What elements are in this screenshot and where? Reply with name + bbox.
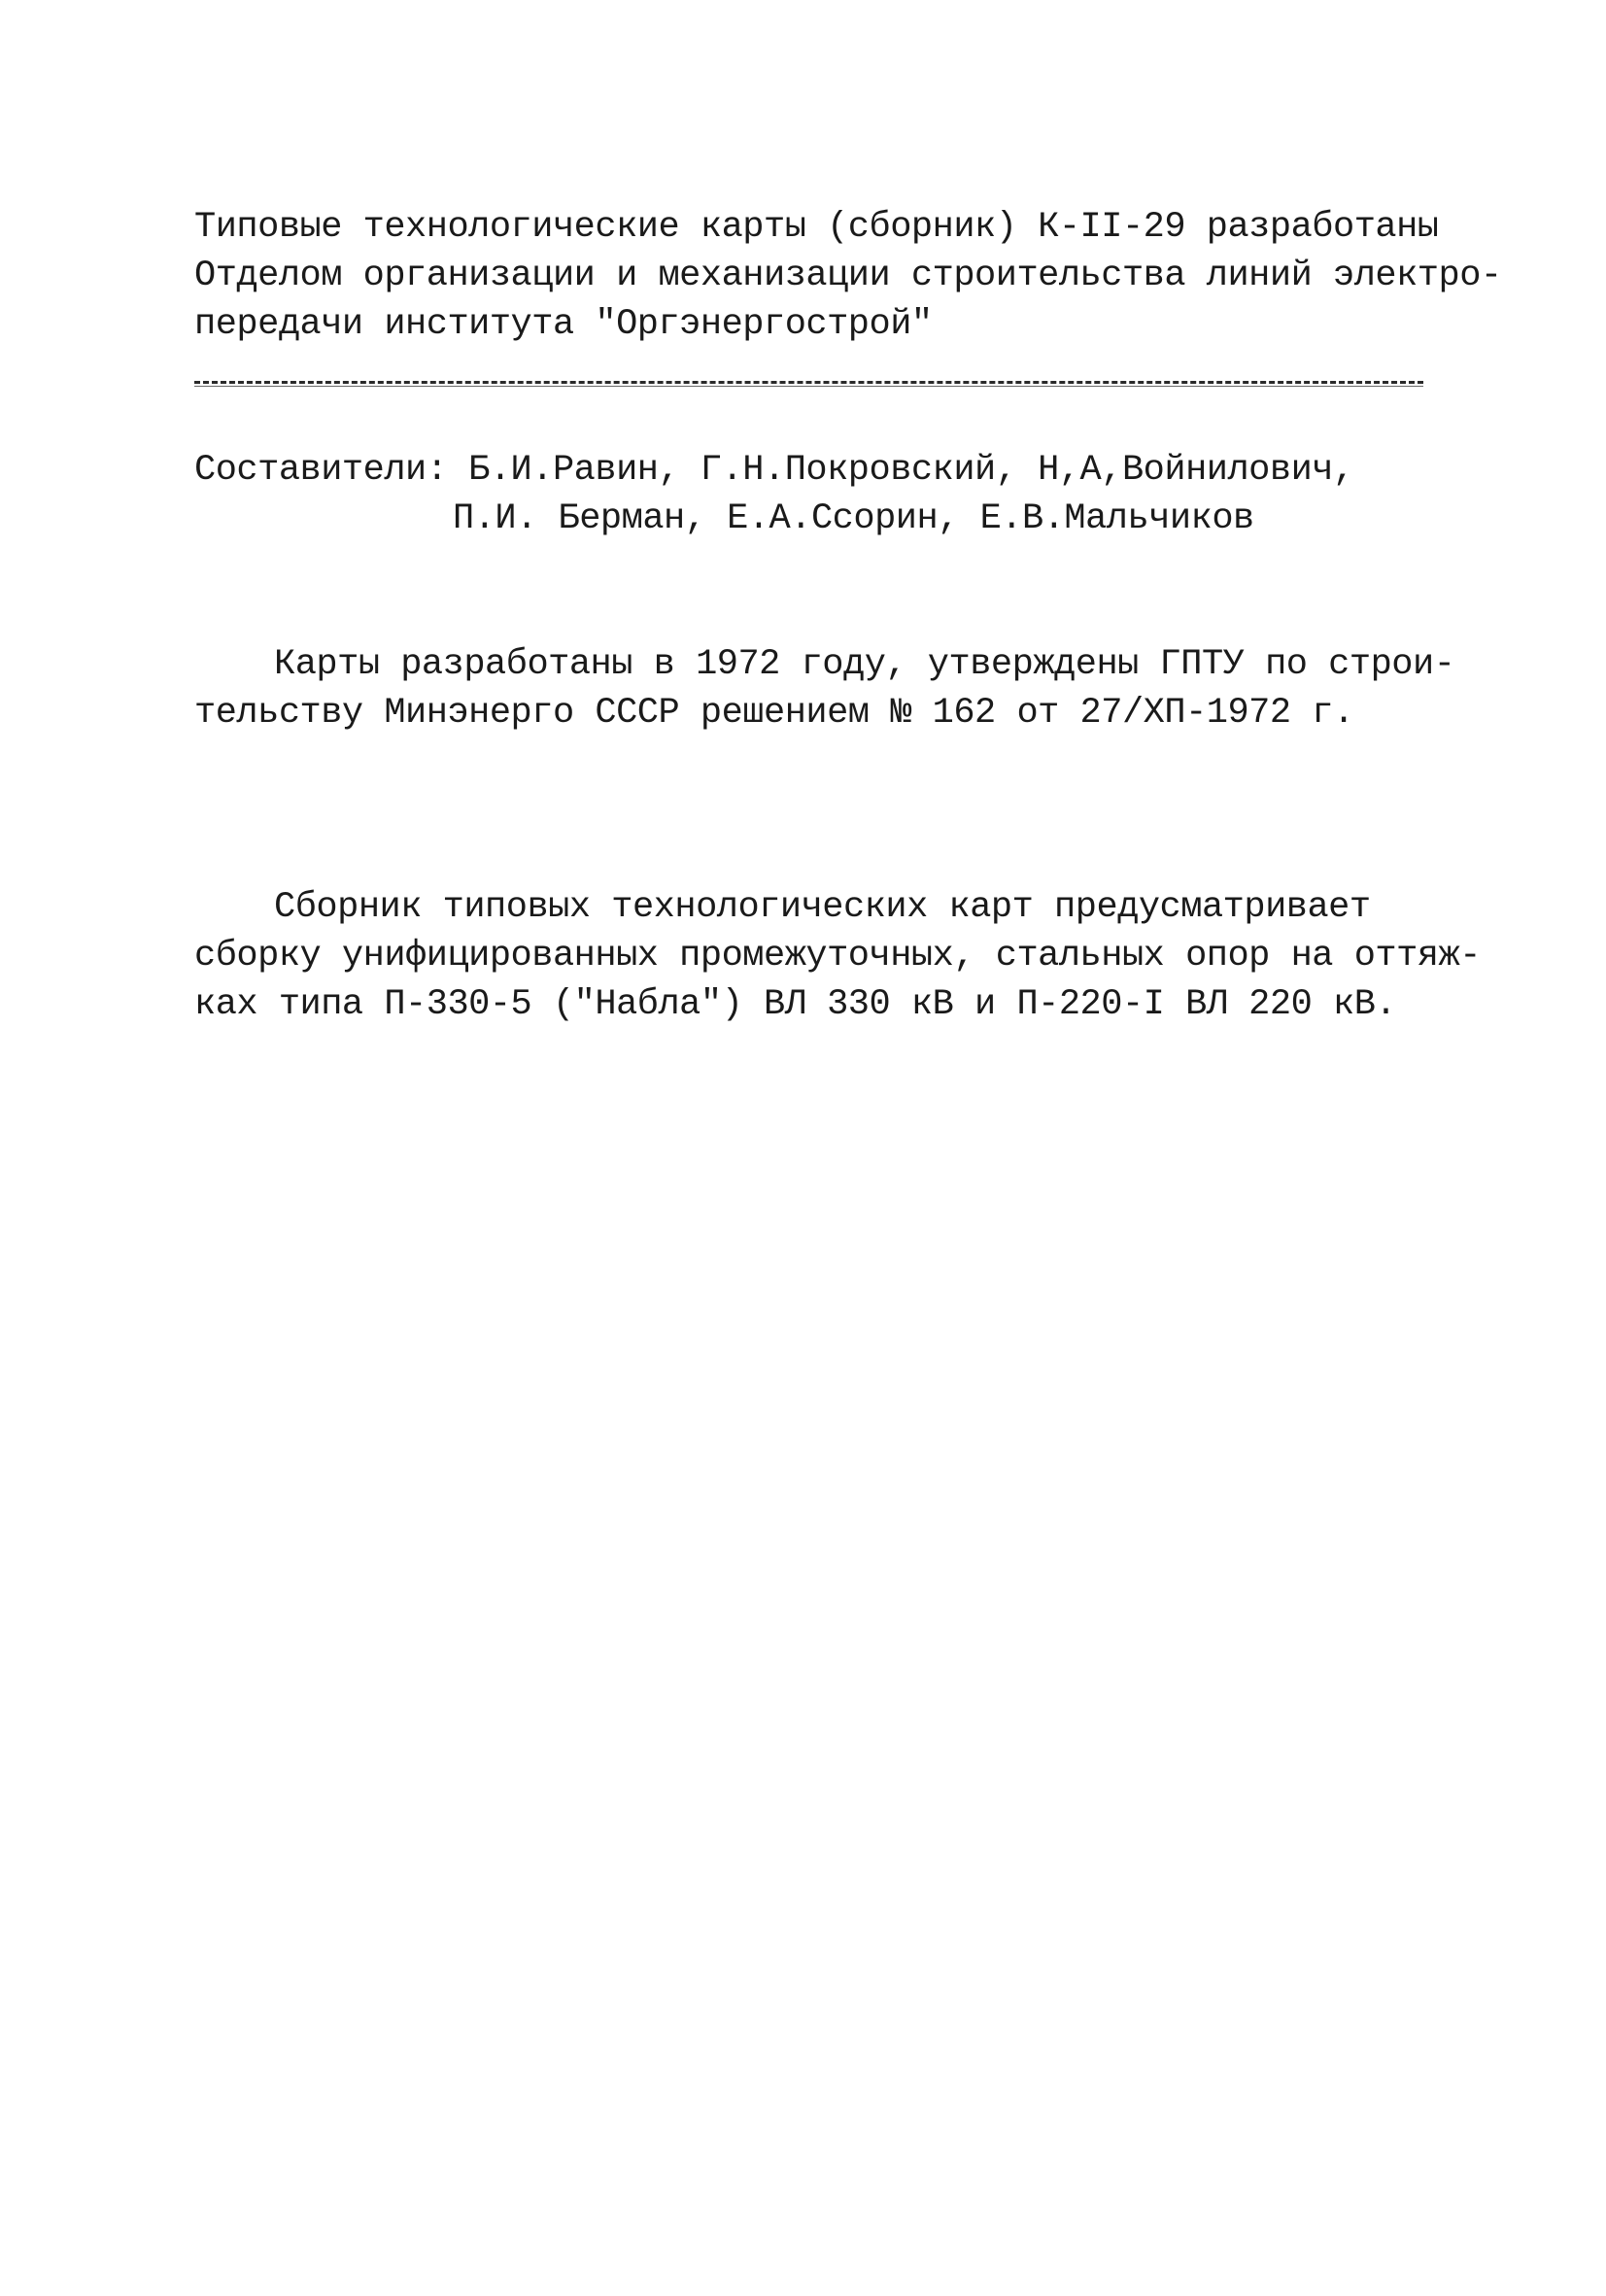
description-line-2: сборку унифицированных промежуточных, стальных опор на оттяж-: [194, 936, 1481, 977]
separator-rule: [194, 381, 1423, 384]
approval-line-1: Карты разработаны в 1972 году, утверждены ГПТУ по строи-: [274, 644, 1455, 685]
separator-rule-underline: [194, 386, 1423, 387]
description-line-3: ках типа П-330-5 ("Набла") ВЛ 330 кВ и П-220-I ВЛ 220 кВ.: [194, 984, 1397, 1025]
intro-line-3: передачи института "Оргэнергострой": [194, 304, 933, 345]
authors-line-2: П.И. Берман, Е.А.Ссорин, Е.В.Мальчиков: [453, 498, 1254, 539]
intro-line-2: Отделом организации и механизации строительства линий электро-: [194, 256, 1502, 296]
description-line-1: Сборник типовых технологических карт предусматривает: [274, 887, 1371, 928]
intro-line-1: Типовые технологические карты (сборник) К-II-29 разработаны: [194, 207, 1439, 248]
authors-line-1: Составители: Б.И.Равин, Г.Н.Покровский, Н,А,Войнилович,: [194, 450, 1354, 491]
approval-line-2: тельству Минэнерго СССР решением № 162 от 27/ХП-1972 г.: [194, 693, 1354, 734]
